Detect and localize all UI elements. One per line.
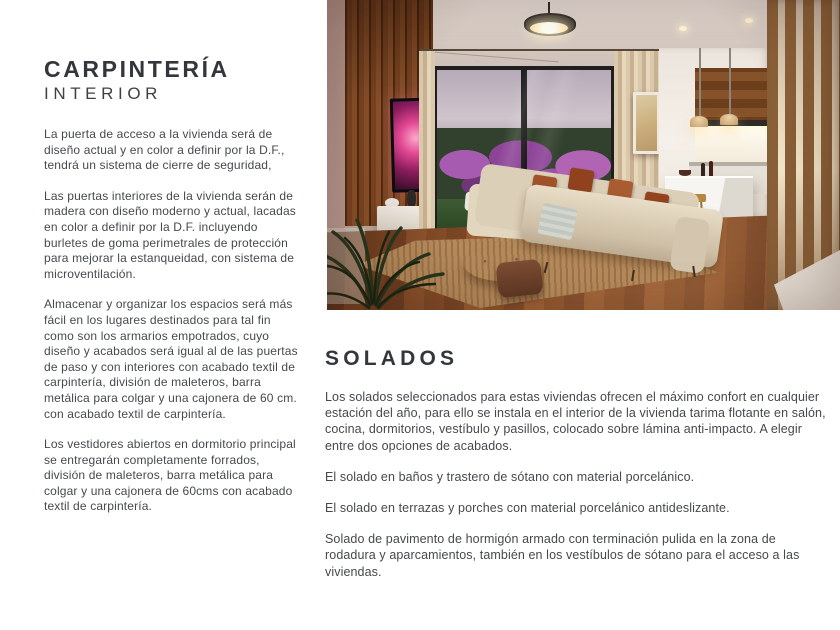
pendant-light [720, 114, 738, 125]
ceiling-lamp-glow [530, 22, 568, 34]
pendant-light [690, 116, 708, 127]
solados-paragraph-2: El solado en baños y trastero de sótano con material porcelánico. [325, 469, 695, 484]
carpinteria-section [44, 56, 300, 530]
carpinteria-paragraph-2: Las puertas interiores de la vivienda serán de madera con diseño moderno y actual, lacadas en color a definir por la D.F. incluyendo burletes de goma perimetrales de protección para mejorar la estanqueidad, con sistema de microventilación. [44, 188, 296, 281]
wine-bottle [709, 161, 713, 176]
living-room-photo [327, 0, 840, 310]
side-pouf [495, 259, 543, 299]
carpinteria-subtitle: INTERIOR [44, 84, 163, 103]
solados-paragraph-3: El solado en terrazas y porches con material porcelánico antideslizante. [325, 501, 730, 516]
wall-artwork [633, 92, 660, 154]
carpinteria-title: CARPINTERÍA [44, 56, 230, 82]
bottle [701, 163, 705, 176]
kitchen-backsplash [695, 126, 771, 162]
palm-plant [327, 184, 477, 310]
solados-paragraph-4: Solado de pavimento de hormigón armado con terminación pulida en la zona de rodadura y aparcamientos, también en los vestíbulos de sótano para el acceso a las viviendas. [325, 532, 800, 579]
bowl [679, 170, 691, 176]
carpinteria-paragraph-1: La puerta de acceso a la vivienda será de diseño actual y en color a definir por la D.F., tendrá un sistema de cierre de seguridad, [44, 127, 285, 173]
ceiling-spotlight [745, 18, 753, 23]
ceiling-spotlight [679, 26, 687, 31]
carpinteria-paragraph-4: Los vestidores abiertos en dormitorio principal se entregarán completamente forrados, división de maleteros, barra metálica para colgar y una cajonera de 60cms con acabado textil de carpintería. [44, 437, 296, 514]
solados-section [325, 346, 827, 595]
solados-title: SOLADOS [325, 347, 459, 370]
carpinteria-paragraph-3: Almacenar y organizar los espacios será más fácil en los lugares destinados para tal fin como son los armarios empotrados, cuyo diseño y acabados será igual al de las puertas de paso y con interiores con acabado textil de carpintería, división de maleteros, barra metálica para colgar y una cajonera de 60 cm. con acabado textil de carpintería. [44, 297, 298, 421]
solados-paragraph-1: Los solados seleccionados para estas viviendas ofrecen el máximo confort en cualquier estación del año, para ello se instala en el interior de la vivienda tarima flotante en salón, cocina, dormitorios, vestíbulo y pasillos, colocado sobre lámina anti-impacto. A elegir entre dos opciones de acabados. [325, 390, 826, 453]
